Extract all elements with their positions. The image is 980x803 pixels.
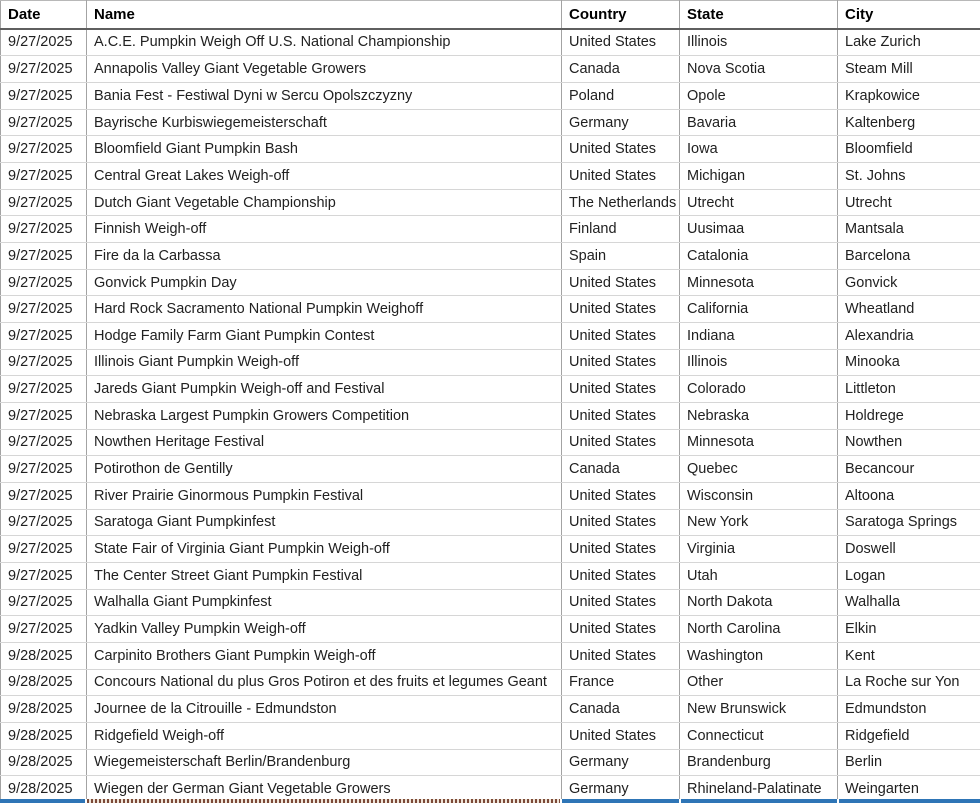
cell-name[interactable]: Bania Fest - Festiwal Dyni w Sercu Opolszczyzny: [87, 83, 562, 110]
table-row: [1, 722, 980, 749]
cell-name[interactable]: The Center Street Giant Pumpkin Festival: [87, 562, 562, 589]
cell-city[interactable]: Kent: [838, 642, 980, 669]
cell-state[interactable]: Virginia: [680, 536, 838, 563]
cell-city[interactable]: La Roche sur Yon: [838, 669, 980, 696]
cell-date[interactable]: 9/27/2025: [1, 109, 87, 136]
cell-country[interactable]: United States: [562, 376, 680, 403]
bottom-accent-state-segment: [681, 799, 837, 803]
cell-state[interactable]: Michigan: [680, 163, 838, 190]
cell-name[interactable]: Annapolis Valley Giant Vegetable Growers: [87, 56, 562, 83]
cell-name[interactable]: Carpinito Brothers Giant Pumpkin Weigh-off: [87, 642, 562, 669]
cell-country[interactable]: United States: [562, 722, 680, 749]
cell-date[interactable]: 9/27/2025: [1, 429, 87, 456]
column-header-name[interactable]: Name: [87, 1, 562, 29]
cell-state[interactable]: Other: [680, 669, 838, 696]
cell-name[interactable]: Journee de la Citrouille - Edmundston: [87, 696, 562, 723]
cell-state[interactable]: Minnesota: [680, 429, 838, 456]
cell-name[interactable]: Central Great Lakes Weigh-off: [87, 163, 562, 190]
cell-date[interactable]: 9/28/2025: [1, 749, 87, 776]
table-row: [1, 482, 980, 509]
cell-city[interactable]: Littleton: [838, 376, 980, 403]
cell-state[interactable]: New York: [680, 509, 838, 536]
cell-state[interactable]: Wisconsin: [680, 482, 838, 509]
table-row: [1, 642, 980, 669]
cell-country[interactable]: United States: [562, 429, 680, 456]
cell-name[interactable]: Wiegen der German Giant Vegetable Growers: [87, 776, 562, 803]
cell-city[interactable]: Wheatland: [838, 296, 980, 323]
cell-state[interactable]: Minnesota: [680, 269, 838, 296]
table-row: [1, 749, 980, 776]
cell-name[interactable]: Hodge Family Farm Giant Pumpkin Contest: [87, 323, 562, 350]
cell-city[interactable]: Gonvick: [838, 269, 980, 296]
column-header-state[interactable]: State: [680, 1, 838, 29]
cell-date[interactable]: 9/28/2025: [1, 696, 87, 723]
cell-name[interactable]: Wiegemeisterschaft Berlin/Brandenburg: [87, 749, 562, 776]
cell-state[interactable]: Nova Scotia: [680, 56, 838, 83]
table-row: [1, 243, 980, 270]
cell-name[interactable]: Fire da la Carbassa: [87, 243, 562, 270]
cell-date[interactable]: 9/27/2025: [1, 456, 87, 483]
cell-state[interactable]: Utrecht: [680, 189, 838, 216]
cell-city[interactable]: Holdrege: [838, 402, 980, 429]
cell-country[interactable]: United States: [562, 562, 680, 589]
cell-date[interactable]: 9/27/2025: [1, 189, 87, 216]
cell-country[interactable]: United States: [562, 509, 680, 536]
column-header-country[interactable]: Country: [562, 1, 680, 29]
cell-name[interactable]: Nebraska Largest Pumpkin Growers Competition: [87, 402, 562, 429]
cell-name[interactable]: Jareds Giant Pumpkin Weigh-off and Festival: [87, 376, 562, 403]
cell-city[interactable]: Ridgefield: [838, 722, 980, 749]
cell-state[interactable]: Utah: [680, 562, 838, 589]
cell-city[interactable]: Kaltenberg: [838, 109, 980, 136]
cell-date[interactable]: 9/28/2025: [1, 776, 87, 803]
column-header-city[interactable]: City: [838, 1, 980, 29]
cell-city[interactable]: Doswell: [838, 536, 980, 563]
cell-name[interactable]: Bayrische Kurbiswiegemeisterschaft: [87, 109, 562, 136]
cell-date[interactable]: 9/28/2025: [1, 642, 87, 669]
cell-state[interactable]: Iowa: [680, 136, 838, 163]
cell-date[interactable]: 9/27/2025: [1, 562, 87, 589]
cell-country[interactable]: Germany: [562, 749, 680, 776]
cell-city[interactable]: Elkin: [838, 616, 980, 643]
cell-name[interactable]: Saratoga Giant Pumpkinfest: [87, 509, 562, 536]
table-row: [1, 29, 980, 56]
table-row: [1, 509, 980, 536]
cell-name[interactable]: Concours National du plus Gros Potiron et des fruits et legumes Geant: [87, 669, 562, 696]
cell-date[interactable]: 9/27/2025: [1, 616, 87, 643]
cell-date[interactable]: 9/27/2025: [1, 323, 87, 350]
cell-country[interactable]: Canada: [562, 456, 680, 483]
cell-name[interactable]: River Prairie Ginormous Pumpkin Festival: [87, 482, 562, 509]
table-row: [1, 296, 980, 323]
cell-country[interactable]: United States: [562, 136, 680, 163]
cell-country[interactable]: United States: [562, 642, 680, 669]
cell-city[interactable]: Lake Zurich: [838, 29, 980, 56]
table-row: [1, 83, 980, 110]
cell-name[interactable]: Ridgefield Weigh-off: [87, 722, 562, 749]
cell-city[interactable]: Weingarten: [838, 776, 980, 803]
cell-state[interactable]: Rhineland-Palatinate: [680, 776, 838, 803]
table-row: [1, 109, 980, 136]
cell-city[interactable]: Bloomfield: [838, 136, 980, 163]
cell-country[interactable]: France: [562, 669, 680, 696]
cell-state[interactable]: Illinois: [680, 349, 838, 376]
cell-city[interactable]: Minooka: [838, 349, 980, 376]
cell-date[interactable]: 9/27/2025: [1, 56, 87, 83]
cell-city[interactable]: Becancour: [838, 456, 980, 483]
table-row: [1, 269, 980, 296]
cell-date[interactable]: 9/28/2025: [1, 669, 87, 696]
cell-name[interactable]: A.C.E. Pumpkin Weigh Off U.S. National Championship: [87, 29, 562, 56]
cell-name[interactable]: Walhalla Giant Pumpkinfest: [87, 589, 562, 616]
table-row: [1, 349, 980, 376]
cell-state[interactable]: Opole: [680, 83, 838, 110]
cell-state[interactable]: Washington: [680, 642, 838, 669]
table-row: [1, 402, 980, 429]
cell-date[interactable]: 9/27/2025: [1, 589, 87, 616]
table-row: [1, 216, 980, 243]
cell-country[interactable]: Canada: [562, 56, 680, 83]
table-row: [1, 536, 980, 563]
cell-state[interactable]: California: [680, 296, 838, 323]
cell-date[interactable]: 9/27/2025: [1, 163, 87, 190]
cell-name[interactable]: Yadkin Valley Pumpkin Weigh-off: [87, 616, 562, 643]
table-row: [1, 376, 980, 403]
cell-city[interactable]: Alexandria: [838, 323, 980, 350]
cell-city[interactable]: Altoona: [838, 482, 980, 509]
cell-city[interactable]: Nowthen: [838, 429, 980, 456]
cell-name[interactable]: Dutch Giant Vegetable Championship: [87, 189, 562, 216]
bottom-accent-name-segment: [87, 799, 560, 803]
column-header-date[interactable]: Date: [1, 1, 87, 29]
cell-date[interactable]: 9/27/2025: [1, 536, 87, 563]
cell-country[interactable]: United States: [562, 323, 680, 350]
cell-country[interactable]: United States: [562, 482, 680, 509]
cell-city[interactable]: Walhalla: [838, 589, 980, 616]
cell-date[interactable]: 9/27/2025: [1, 216, 87, 243]
cell-country[interactable]: Germany: [562, 776, 680, 803]
table-row: [1, 323, 980, 350]
table-row: [1, 136, 980, 163]
cell-state[interactable]: Brandenburg: [680, 749, 838, 776]
cell-country[interactable]: United States: [562, 163, 680, 190]
cell-state[interactable]: Quebec: [680, 456, 838, 483]
cell-name[interactable]: Potirothon de Gentilly: [87, 456, 562, 483]
cell-date[interactable]: 9/27/2025: [1, 269, 87, 296]
cell-state[interactable]: Indiana: [680, 323, 838, 350]
cell-country[interactable]: United States: [562, 296, 680, 323]
cell-name[interactable]: Finnish Weigh-off: [87, 216, 562, 243]
cell-country[interactable]: United States: [562, 29, 680, 56]
table-row: [1, 189, 980, 216]
cell-date[interactable]: 9/27/2025: [1, 83, 87, 110]
cell-date[interactable]: 9/27/2025: [1, 376, 87, 403]
cell-state[interactable]: Illinois: [680, 29, 838, 56]
cell-country[interactable]: United States: [562, 589, 680, 616]
cell-country[interactable]: Spain: [562, 243, 680, 270]
cell-name[interactable]: Bloomfield Giant Pumpkin Bash: [87, 136, 562, 163]
cell-state[interactable]: Nebraska: [680, 402, 838, 429]
table-row: [1, 669, 980, 696]
cell-state[interactable]: Colorado: [680, 376, 838, 403]
cell-city[interactable]: Edmundston: [838, 696, 980, 723]
cell-country[interactable]: Poland: [562, 83, 680, 110]
table-row: [1, 163, 980, 190]
table-row: [1, 616, 980, 643]
cell-name[interactable]: Illinois Giant Pumpkin Weigh-off: [87, 349, 562, 376]
table-row: [1, 589, 980, 616]
cell-city[interactable]: Utrecht: [838, 189, 980, 216]
cell-name[interactable]: Nowthen Heritage Festival: [87, 429, 562, 456]
cell-name[interactable]: Hard Rock Sacramento National Pumpkin Weighoff: [87, 296, 562, 323]
cell-date[interactable]: 9/27/2025: [1, 29, 87, 56]
cell-country[interactable]: The Netherlands: [562, 189, 680, 216]
cell-state[interactable]: North Carolina: [680, 616, 838, 643]
cell-city[interactable]: Krapkowice: [838, 83, 980, 110]
cell-city[interactable]: Steam Mill: [838, 56, 980, 83]
table-row: [1, 696, 980, 723]
cell-date[interactable]: 9/27/2025: [1, 509, 87, 536]
cell-country[interactable]: United States: [562, 269, 680, 296]
bottom-accent-country-segment: [562, 799, 679, 803]
cell-country[interactable]: United States: [562, 536, 680, 563]
table-row: [1, 56, 980, 83]
bottom-accent-date-segment: [0, 799, 85, 803]
cell-country[interactable]: United States: [562, 402, 680, 429]
cell-state[interactable]: Catalonia: [680, 243, 838, 270]
table-row: [1, 429, 980, 456]
cell-date[interactable]: 9/27/2025: [1, 243, 87, 270]
cell-country[interactable]: United States: [562, 616, 680, 643]
cell-name[interactable]: State Fair of Virginia Giant Pumpkin Weigh-off: [87, 536, 562, 563]
cell-city[interactable]: St. Johns: [838, 163, 980, 190]
cell-state[interactable]: Bavaria: [680, 109, 838, 136]
table-row: [1, 456, 980, 483]
cell-state[interactable]: Connecticut: [680, 722, 838, 749]
cell-country[interactable]: Germany: [562, 109, 680, 136]
cell-city[interactable]: Berlin: [838, 749, 980, 776]
cell-date[interactable]: 9/27/2025: [1, 296, 87, 323]
cell-city[interactable]: Mantsala: [838, 216, 980, 243]
bottom-accent-city-segment: [839, 799, 980, 803]
bottom-accent-bar: [0, 799, 980, 803]
cell-date[interactable]: 9/28/2025: [1, 722, 87, 749]
cell-name[interactable]: Gonvick Pumpkin Day: [87, 269, 562, 296]
cell-city[interactable]: Logan: [838, 562, 980, 589]
cell-date[interactable]: 9/27/2025: [1, 136, 87, 163]
cell-country[interactable]: Finland: [562, 216, 680, 243]
cell-date[interactable]: 9/27/2025: [1, 349, 87, 376]
table-row: [1, 562, 980, 589]
cell-state[interactable]: Uusimaa: [680, 216, 838, 243]
cell-city[interactable]: Saratoga Springs: [838, 509, 980, 536]
cell-city[interactable]: Barcelona: [838, 243, 980, 270]
cell-country[interactable]: United States: [562, 349, 680, 376]
table-header-row: [1, 1, 980, 29]
cell-state[interactable]: North Dakota: [680, 589, 838, 616]
cell-date[interactable]: 9/27/2025: [1, 482, 87, 509]
cell-date[interactable]: 9/27/2025: [1, 402, 87, 429]
cell-country[interactable]: Canada: [562, 696, 680, 723]
cell-state[interactable]: New Brunswick: [680, 696, 838, 723]
